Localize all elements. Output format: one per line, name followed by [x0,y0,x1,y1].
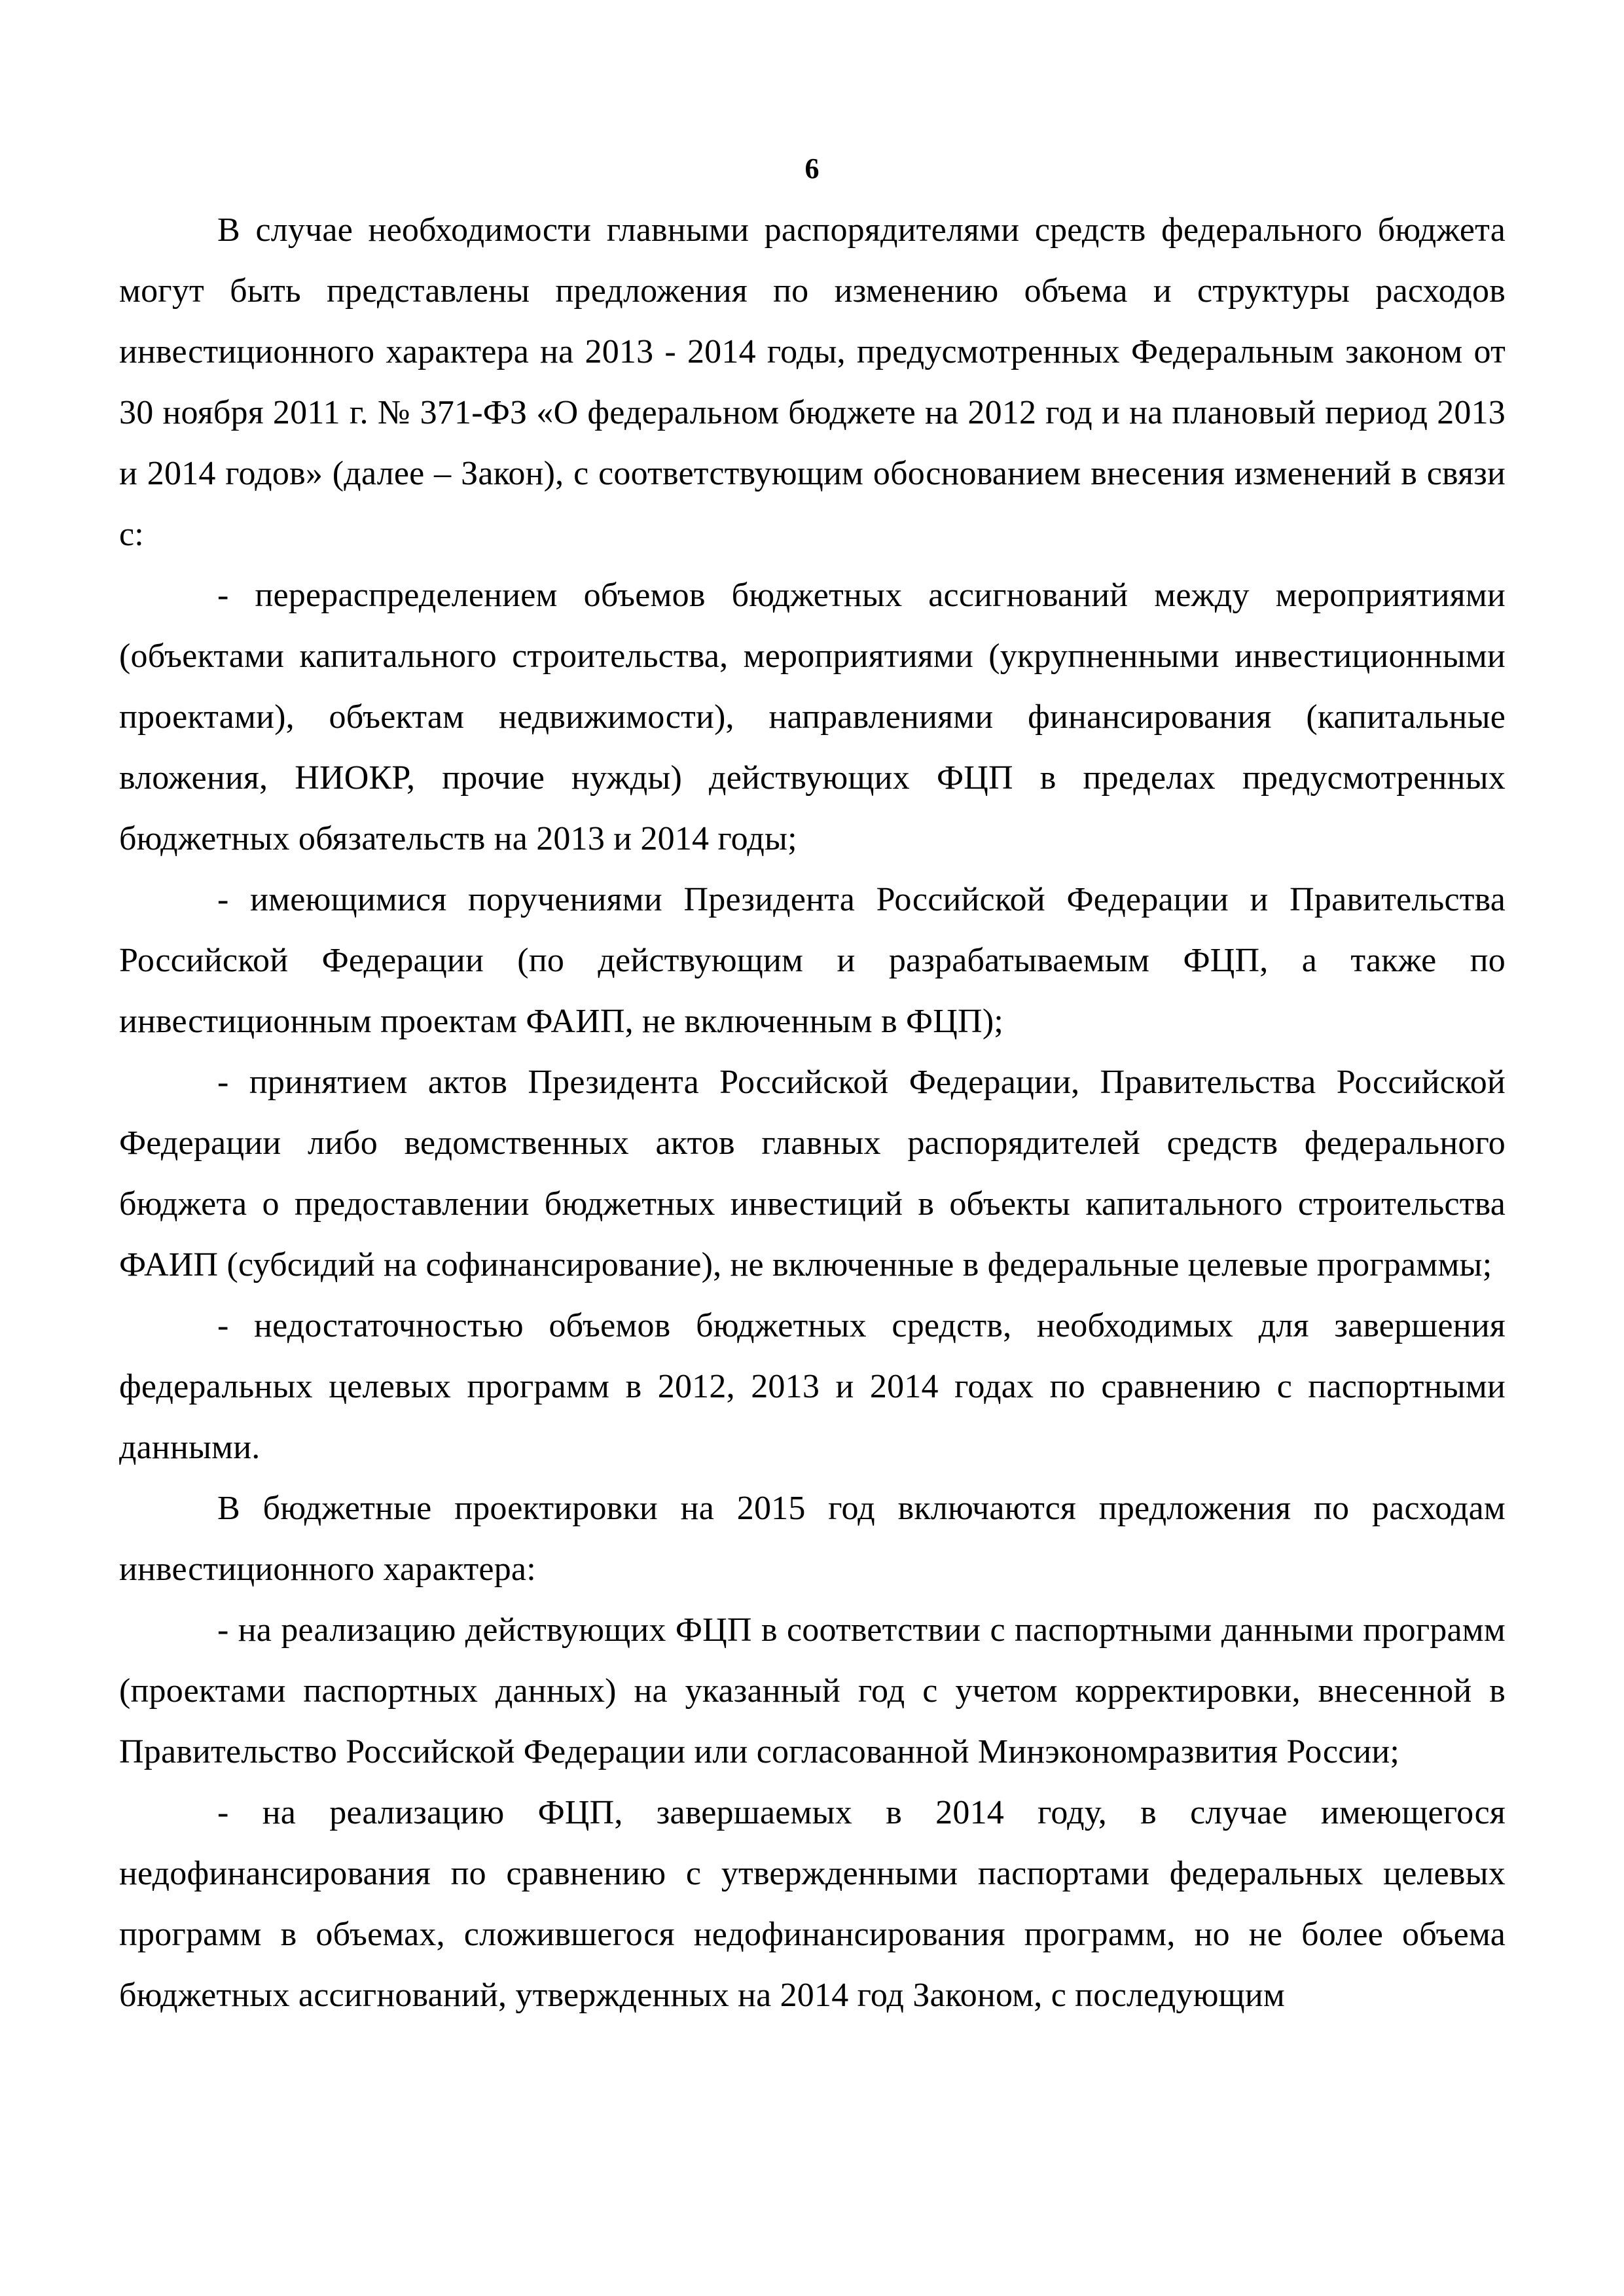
list-item-current-fcp: - на реализацию действующих ФЦП в соответствии с паспортными данными программ (проектами паспортных данных) на указанный год с учетом корректировки, внесенной в Правительство Российской Федерации или согласованной Минэкономразвития России; [119,1611,1506,1770]
paragraph-intro: В случае необходимости главными распорядителями средств федерального бюджета могут быть представлены предложения по изменению объема и структуры расходов инвестиционного характера на 2013 - 2014 годы, предусмотренных Федеральным законом от 30 ноября 2011 г. № 371-ФЗ «О федеральном бюджете на 2012 год и на плановый период 2013 и 2014 годов» (далее – Закон), с соответствующим обоснованием внесения изменений в связи с: [119,211,1506,553]
list-item-insufficient-funds: - недостаточностью объемов бюджетных средств, необходимых для завершения федеральных целевых программ в 2012, 2013 и 2014 годах по сравнению с паспортными данными. [119,1307,1506,1466]
list-item-acts-adoption: - принятием актов Президента Российской Федерации, Правительства Российской Федерации либо ведомственных актов главных распорядителей средств федерального бюджета о предоставлении бюджетных инвестиций в объекты капитального строительства ФАИП (субсидий на софинансирование), не включенные в федеральные целевые программы; [119,1064,1506,1283]
page-number: 6 [804,152,820,185]
list-item-redistribution: - перераспределением объемов бюджетных ассигнований между мероприятиями (объектами капитального строительства, мероприятиями (укрупненными инвестиционными проектами), объектам недвижимости), направлениями финансирования (капитальные вложения, НИОКР, прочие нужды) действующих ФЦП в пределах предусмотренных бюджетных обязательств на 2013 и 2014 годы; [119,577,1506,857]
paragraph-2015-projections: В бюджетные проектировки на 2015 год включаются предложения по расходам инвестиционного характера: [119,1490,1506,1588]
document-body [119,200,1506,2026]
list-item-instructions: - имеющимися поручениями Президента Российской Федерации и Правительства Российской Федерации (по действующим и разрабатываемым ФЦП, а также по инвестиционным проектам ФАИП, не включенным в ФЦП); [119,881,1506,1040]
list-item-completed-fcp: - на реализацию ФЦП, завершаемых в 2014 году, в случае имеющегося недофинансирования по сравнению с утвержденными паспортами федеральных целевых программ в объемах, сложившегося недофинансирования программ, но не более объема бюджетных ассигнований, утвержденных на 2014 год Законом, с последующим [119,1794,1506,2014]
